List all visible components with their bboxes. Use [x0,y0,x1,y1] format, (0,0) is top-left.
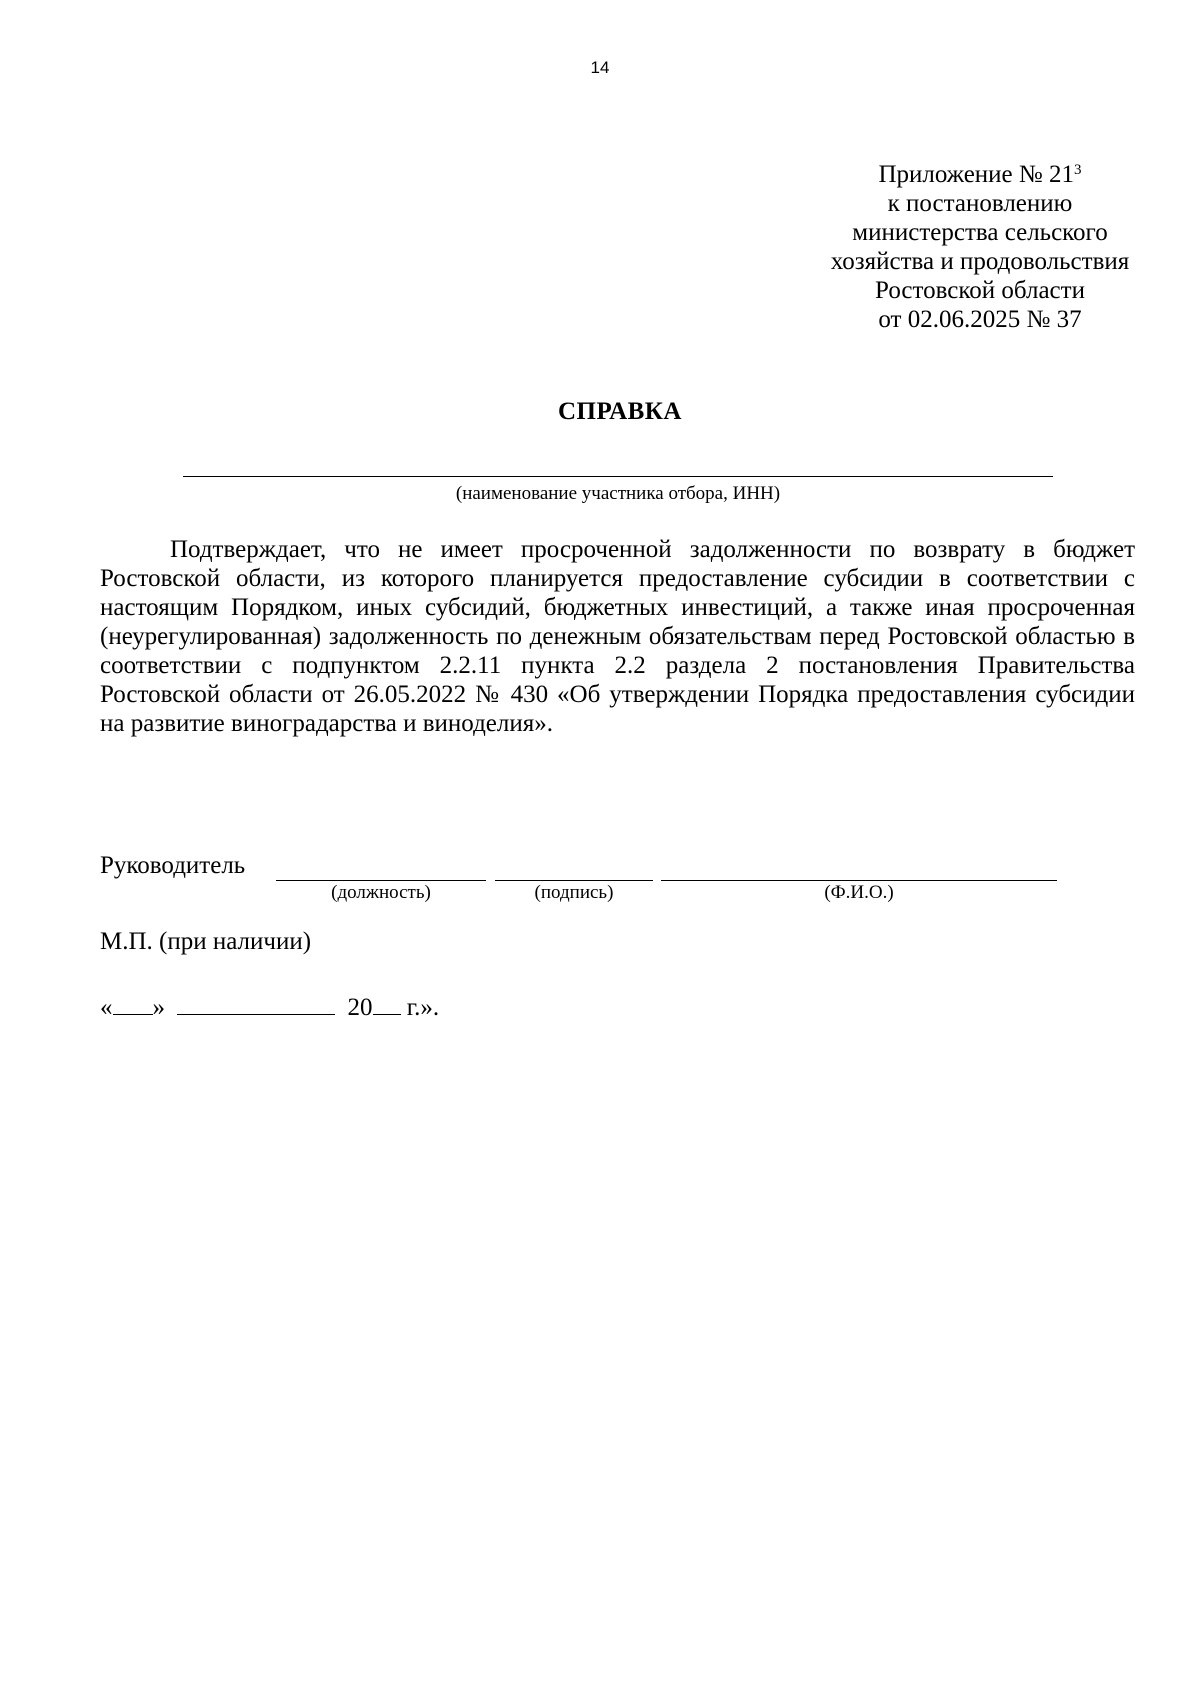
appendix-number: Приложение № 21 [878,161,1075,188]
appendix-line-2: к постановлению [887,190,1073,217]
page-number: 14 [590,58,610,77]
signature-field[interactable] [495,880,653,881]
body-paragraph: Подтверждает, что не имеет просроченной задолженности по возврату в бюджет Ростовской области, из которого планируется предоставление субсидии в соответствии с настоящим Порядком, иных субсидий, бюджетных инвестиций, а также иная просроченная (неурегулированная) задолженность по денежным обязательствам перед Ростовской областью в соответствии с подпунктом 2.2.11 пункта 2.2 раздела 2 постановления Правительства Ростовской области от 26.05.2022 № 430 «Об утверждении Порядка предоставления субсидии на развитие виноградарства и виноделия». [100,536,1135,737]
year-field[interactable] [373,990,401,1015]
day-field[interactable] [113,990,153,1015]
participant-name-field[interactable] [183,476,1053,477]
stamp-note: М.П. (при наличии) [100,928,312,955]
appendix-line-4: хозяйства и продовольствия [830,248,1130,275]
date-line [100,990,439,1022]
document-title: СПРАВКА [558,398,682,425]
position-caption: (должность) [331,882,431,903]
month-field[interactable] [177,990,335,1015]
appendix-line-3: министерства сельского [852,219,1108,246]
date-close-quote: » [152,994,165,1021]
position-field[interactable] [276,880,486,881]
appendix-number-superscript: 3 [1074,162,1082,178]
signature-label: Руководитель [100,852,246,879]
appendix-block [760,160,1200,334]
signature-caption: (подпись) [534,882,614,903]
year-prefix: 20 [347,994,373,1021]
fio-field[interactable] [661,880,1057,881]
fio-caption: (Ф.И.О.) [824,882,894,903]
appendix-line-6: от 02.06.2025 № 37 [878,306,1082,333]
appendix-line-1 [760,160,1200,189]
date-open-quote: « [100,994,113,1021]
appendix-line-5: Ростовской области [875,277,1085,304]
date-suffix: г.». [406,994,440,1021]
participant-name-caption: (наименование участника отбора, ИНН) [455,483,781,504]
